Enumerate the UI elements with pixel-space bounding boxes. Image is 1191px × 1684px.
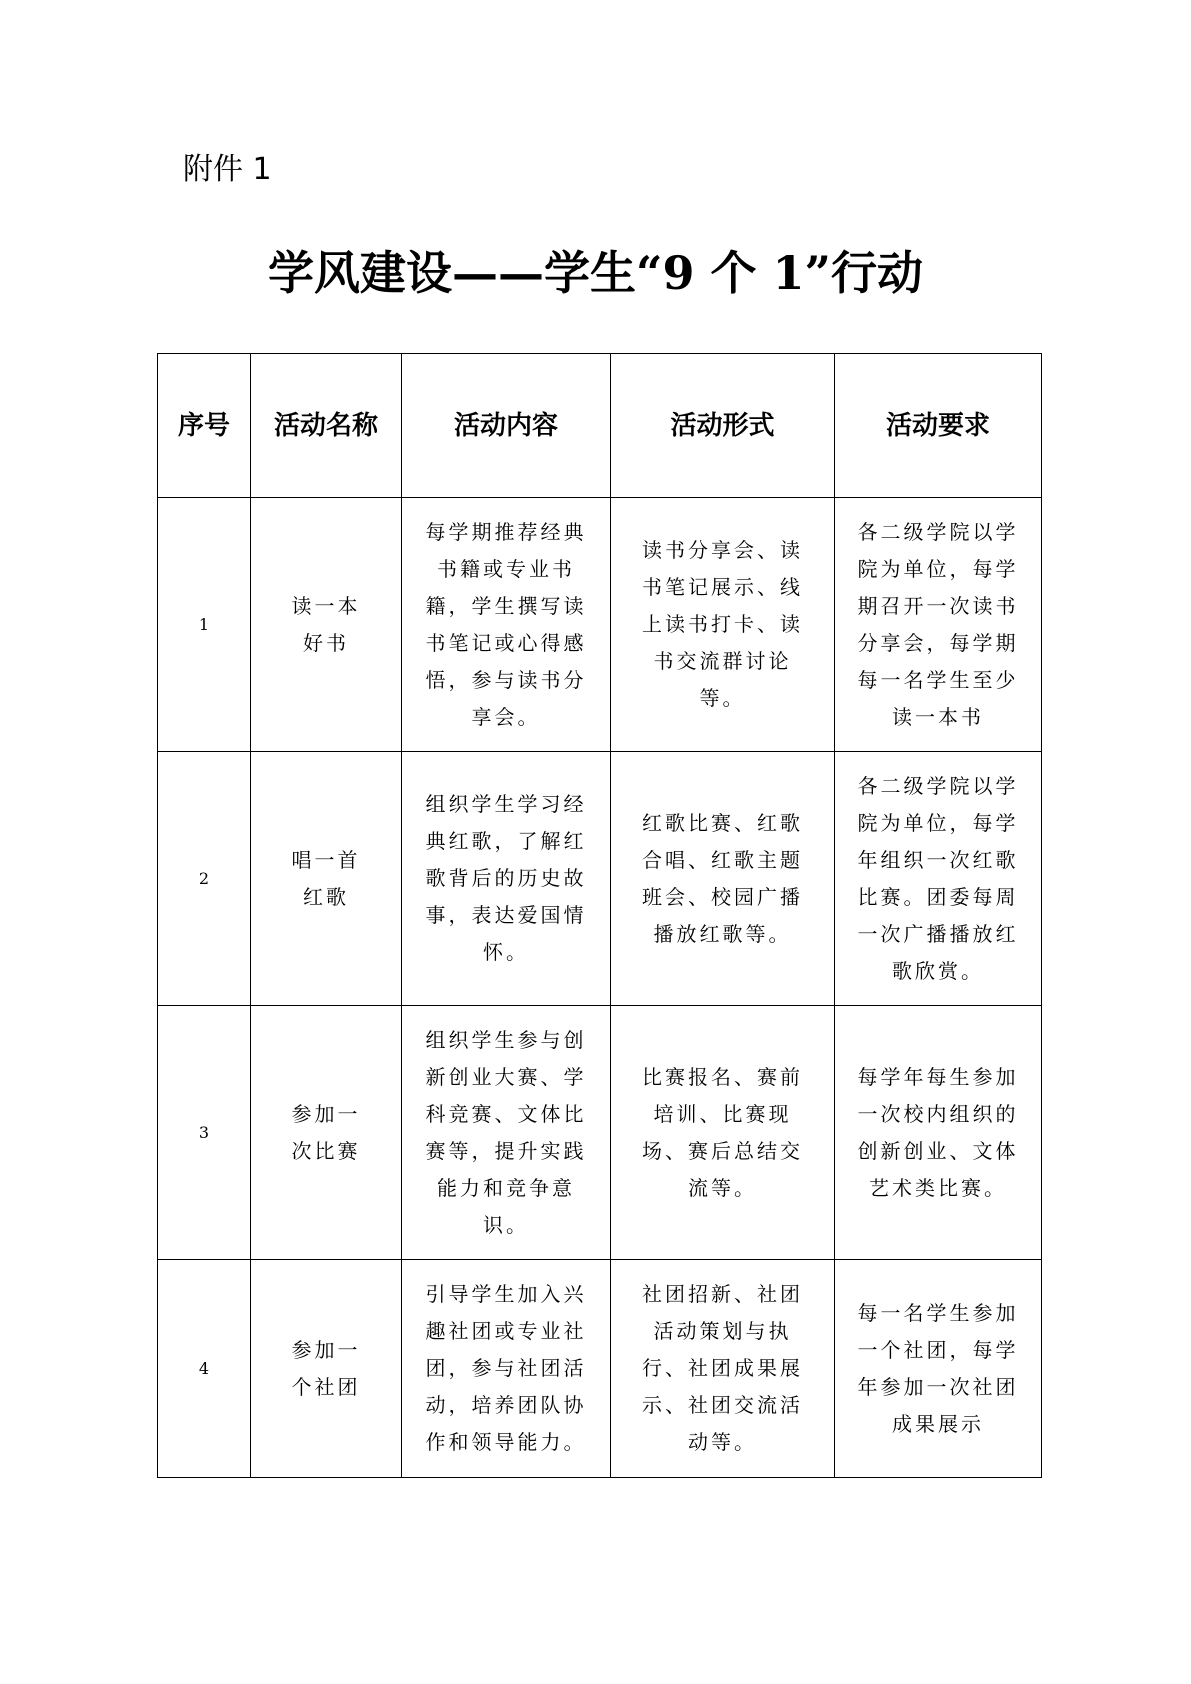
cell-num: 3 [158,1006,251,1260]
header-content: 活动内容 [402,354,611,498]
header-requirement: 活动要求 [835,354,1042,498]
activity-table [157,353,1042,1478]
cell-content: 每学期推荐经典书籍或专业书籍，学生撰写读书笔记或心得感悟，参与读书分享会。 [402,498,611,752]
cell-name: 唱一首红歌 [251,752,402,1006]
cell-name: 读一本好书 [251,498,402,752]
header-name: 活动名称 [251,354,402,498]
table-row [158,1260,1042,1478]
header-num: 序号 [158,354,251,498]
table-header-row [158,354,1042,498]
cell-form: 红歌比赛、红歌合唱、红歌主题班会、校园广播播放红歌等。 [611,752,835,1006]
cell-content: 组织学生学习经典红歌，了解红歌背后的历史故事，表达爱国情怀。 [402,752,611,1006]
page-title: 学风建设——学生“9 个 1”行动 [268,246,923,300]
cell-requirement: 每学年每生参加一次校内组织的创新创业、文体艺术类比赛。 [835,1006,1042,1260]
cell-requirement: 各二级学院以学院为单位，每学年组织一次红歌比赛。团委每周一次广播播放红歌欣赏。 [835,752,1042,1006]
cell-form: 读书分享会、读书笔记展示、线上读书打卡、读书交流群讨论等。 [611,498,835,752]
table-row [158,498,1042,752]
cell-requirement: 每一名学生参加一个社团，每学年参加一次社团成果展示 [835,1260,1042,1478]
table-row [158,752,1042,1006]
attachment-label: 附件 1 [183,152,272,187]
cell-name: 参加一个社团 [251,1260,402,1478]
cell-num: 4 [158,1260,251,1478]
cell-content: 引导学生加入兴趣社团或专业社团，参与社团活动，培养团队协作和领导能力。 [402,1260,611,1478]
cell-requirement: 各二级学院以学院为单位，每学期召开一次读书分享会，每学期每一名学生至少读一本书 [835,498,1042,752]
cell-form: 比赛报名、赛前培训、比赛现场、赛后总结交流等。 [611,1006,835,1260]
table-row [158,1006,1042,1260]
cell-content: 组织学生参与创新创业大赛、学科竞赛、文体比赛等，提升实践能力和竞争意识。 [402,1006,611,1260]
cell-name: 参加一次比赛 [251,1006,402,1260]
cell-num: 1 [158,498,251,752]
header-form: 活动形式 [611,354,835,498]
cell-num: 2 [158,752,251,1006]
cell-form: 社团招新、社团活动策划与执行、社团成果展示、社团交流活动等。 [611,1260,835,1478]
